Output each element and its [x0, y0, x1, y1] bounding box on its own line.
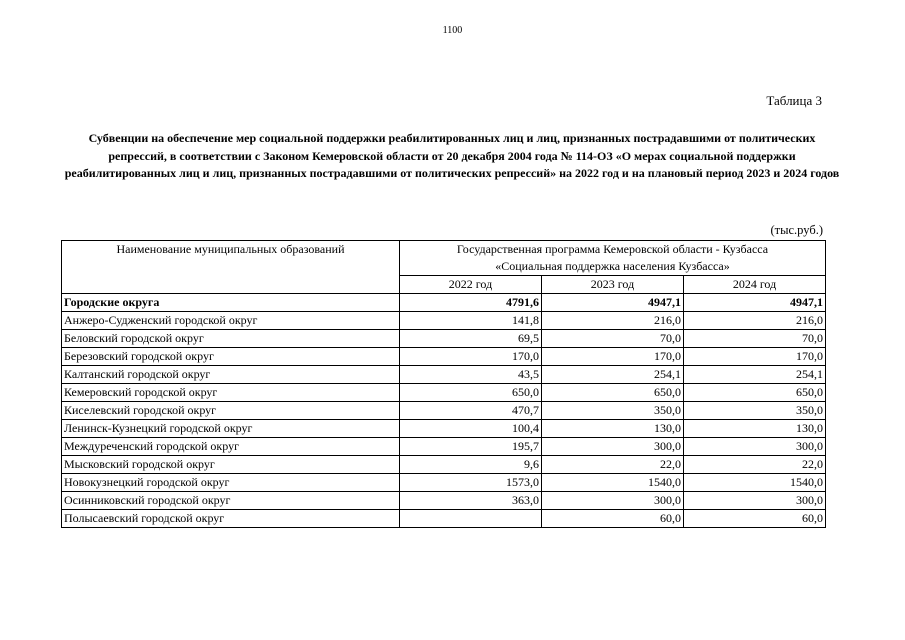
municipality-name-cell: Междуреченский городской округ	[62, 438, 400, 456]
subsidies-table	[61, 240, 826, 528]
table-row	[62, 456, 826, 474]
table-body	[62, 294, 826, 528]
municipality-name-cell: Осинниковский городской округ	[62, 492, 400, 510]
table-row	[62, 312, 826, 330]
table-row	[62, 510, 826, 528]
municipality-name-cell: Киселевский городской округ	[62, 402, 400, 420]
table-row	[62, 348, 826, 366]
municipality-name-cell: Новокузнецкий городской округ	[62, 474, 400, 492]
value-2023-cell: 130,0	[542, 420, 684, 438]
table-row	[62, 474, 826, 492]
table-row	[62, 384, 826, 402]
value-2022-cell: 1573,0	[400, 474, 542, 492]
value-2023-cell: 216,0	[542, 312, 684, 330]
municipality-name-cell: Березовский городской округ	[62, 348, 400, 366]
value-2024-cell: 1540,0	[684, 474, 826, 492]
value-2024-cell: 650,0	[684, 384, 826, 402]
value-2023-cell: 300,0	[542, 438, 684, 456]
value-2022-cell: 363,0	[400, 492, 542, 510]
value-2024-cell: 70,0	[684, 330, 826, 348]
value-2022-cell	[400, 510, 542, 528]
program-header-line-2: «Социальная поддержка населения Кузбасса»	[495, 259, 730, 273]
value-2022-cell: 141,8	[400, 312, 542, 330]
value-2023-cell: 4947,1	[542, 294, 684, 312]
value-2022-cell: 195,7	[400, 438, 542, 456]
value-2024-cell: 300,0	[684, 438, 826, 456]
table-row-total	[62, 294, 826, 312]
year-header-2022: 2022 год	[400, 276, 542, 294]
value-2023-cell: 650,0	[542, 384, 684, 402]
value-2024-cell: 216,0	[684, 312, 826, 330]
value-2022-cell: 43,5	[400, 366, 542, 384]
value-2024-cell: 4947,1	[684, 294, 826, 312]
value-2024-cell: 22,0	[684, 456, 826, 474]
table-row	[62, 366, 826, 384]
table-row	[62, 420, 826, 438]
table-row	[62, 330, 826, 348]
value-2022-cell: 170,0	[400, 348, 542, 366]
value-2023-cell: 70,0	[542, 330, 684, 348]
value-2024-cell: 350,0	[684, 402, 826, 420]
value-2023-cell: 254,1	[542, 366, 684, 384]
municipality-column-header: Наименование муниципальных образований	[62, 241, 400, 294]
municipality-name-cell: Кемеровский городской округ	[62, 384, 400, 402]
document-title: Субвенции на обеспечение мер социальной поддержки реабилитированных лиц и лиц, признанных пострадавшими от политических репрессий, в соответствии с Законом Кемеровской области от 20 декабря 2004 года № 114-ОЗ «О мерах социальной поддержки реабилитированных лиц и лиц, признанных пострадавшими от политических репрессий» на 2022 год и на плановый период 2023 и 2024 годов	[64, 131, 840, 180]
municipality-name-cell: Городские округа	[62, 294, 400, 312]
municipality-name-cell: Беловский городской округ	[62, 330, 400, 348]
value-2024-cell: 300,0	[684, 492, 826, 510]
municipality-name-cell: Полысаевский городской округ	[62, 510, 400, 528]
value-2023-cell: 300,0	[542, 492, 684, 510]
value-2022-cell: 9,6	[400, 456, 542, 474]
value-2022-cell: 69,5	[400, 330, 542, 348]
year-header-2024: 2024 год	[684, 276, 826, 294]
value-2024-cell: 170,0	[684, 348, 826, 366]
municipality-name-cell: Калтанский городской округ	[62, 366, 400, 384]
value-2022-cell: 100,4	[400, 420, 542, 438]
value-2022-cell: 470,7	[400, 402, 542, 420]
value-2022-cell: 650,0	[400, 384, 542, 402]
value-2024-cell: 130,0	[684, 420, 826, 438]
table-label: Таблица 3	[766, 93, 822, 108]
units-label: (тыс.руб.)	[770, 223, 823, 237]
municipality-name-cell: Анжеро-Судженский городской округ	[62, 312, 400, 330]
municipality-name-cell: Ленинск-Кузнецкий городской округ	[62, 420, 400, 438]
value-2023-cell: 170,0	[542, 348, 684, 366]
table-row	[62, 402, 826, 420]
table-row	[62, 492, 826, 510]
table-row	[62, 438, 826, 456]
value-2023-cell: 350,0	[542, 402, 684, 420]
value-2023-cell: 1540,0	[542, 474, 684, 492]
value-2024-cell: 60,0	[684, 510, 826, 528]
value-2023-cell: 22,0	[542, 456, 684, 474]
program-column-header	[400, 241, 826, 276]
municipality-name-cell: Мысковский городской округ	[62, 456, 400, 474]
value-2022-cell: 4791,6	[400, 294, 542, 312]
value-2024-cell: 254,1	[684, 366, 826, 384]
page-number: 1100	[442, 25, 463, 36]
value-2023-cell: 60,0	[542, 510, 684, 528]
program-header-line-1: Государственная программа Кемеровской области - Кузбасса	[456, 242, 769, 256]
year-header-2023: 2023 год	[542, 276, 684, 294]
